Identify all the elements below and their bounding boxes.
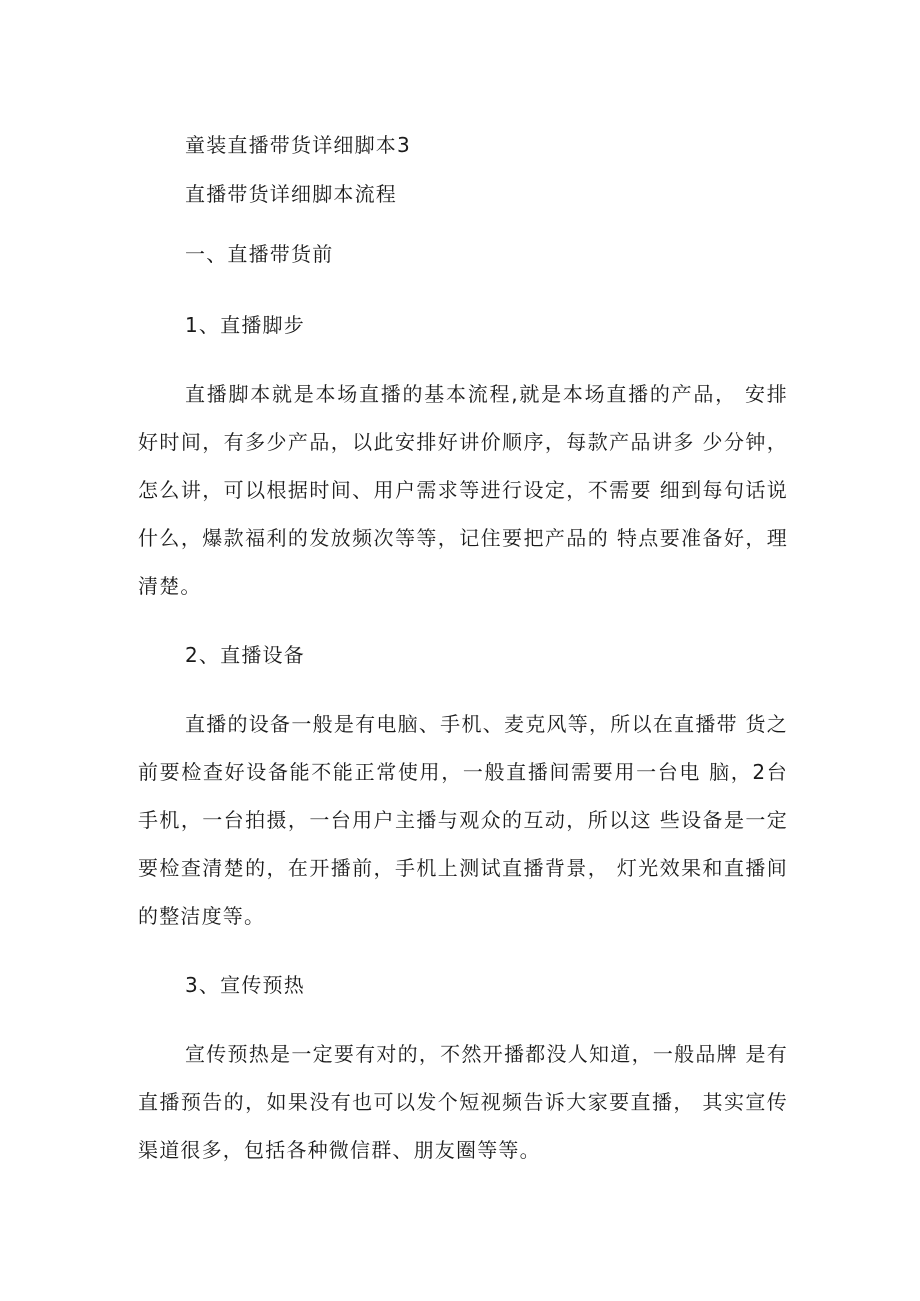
paragraph-line: 前要检查好设备能不能正常使用，一般直播间需要用一台电 脑，2台 bbox=[138, 760, 788, 784]
paragraph-line: 直播预告的，如果没有也可以发个短视频告诉大家要直播， 其实宣传 bbox=[138, 1090, 788, 1114]
subsection-heading-1: 1、直播脚步 bbox=[185, 313, 305, 337]
paragraph-line: 要检查清楚的，在开播前，手机上测试直播背景， 灯光效果和直播间 bbox=[138, 856, 788, 880]
subsection-heading-2: 2、直播设备 bbox=[185, 643, 305, 667]
document-title: 童装直播带货详细脚本3 bbox=[185, 133, 411, 157]
document-subtitle: 直播带货详细脚本流程 bbox=[185, 182, 397, 206]
paragraph-line: 怎么讲，可以根据时间、用户需求等进行设定，不需要 细到每句话说 bbox=[138, 478, 788, 502]
paragraph-line: 宣传预热是一定要有对的，不然开播都没人知道，一般品牌 是有 bbox=[185, 1042, 788, 1066]
paragraph-line: 手机，一台拍摄，一台用户主播与观众的互动，所以这 些设备是一定 bbox=[138, 808, 788, 832]
paragraph-line: 直播脚本就是本场直播的基本流程,就是本场直播的产品， 安排 bbox=[185, 382, 788, 406]
section-heading: 一、直播带货前 bbox=[185, 242, 334, 266]
paragraph-line: 清楚。 bbox=[138, 574, 202, 598]
subsection-heading-3: 3、宣传预热 bbox=[185, 973, 305, 997]
paragraph-line: 直播的设备一般是有电脑、手机、麦克风等，所以在直播带 货之 bbox=[185, 712, 788, 736]
paragraph-line: 的整洁度等。 bbox=[138, 904, 266, 928]
paragraph-line: 什么，爆款福利的发放频次等等，记住要把产品的 特点要准备好，理 bbox=[138, 526, 788, 550]
paragraph-line: 渠道很多，包括各种微信群、朋友圈等等。 bbox=[138, 1138, 541, 1162]
paragraph-line: 好时间，有多少产品，以此安排好讲价顺序，每款产品讲多 少分钟， bbox=[138, 430, 788, 454]
